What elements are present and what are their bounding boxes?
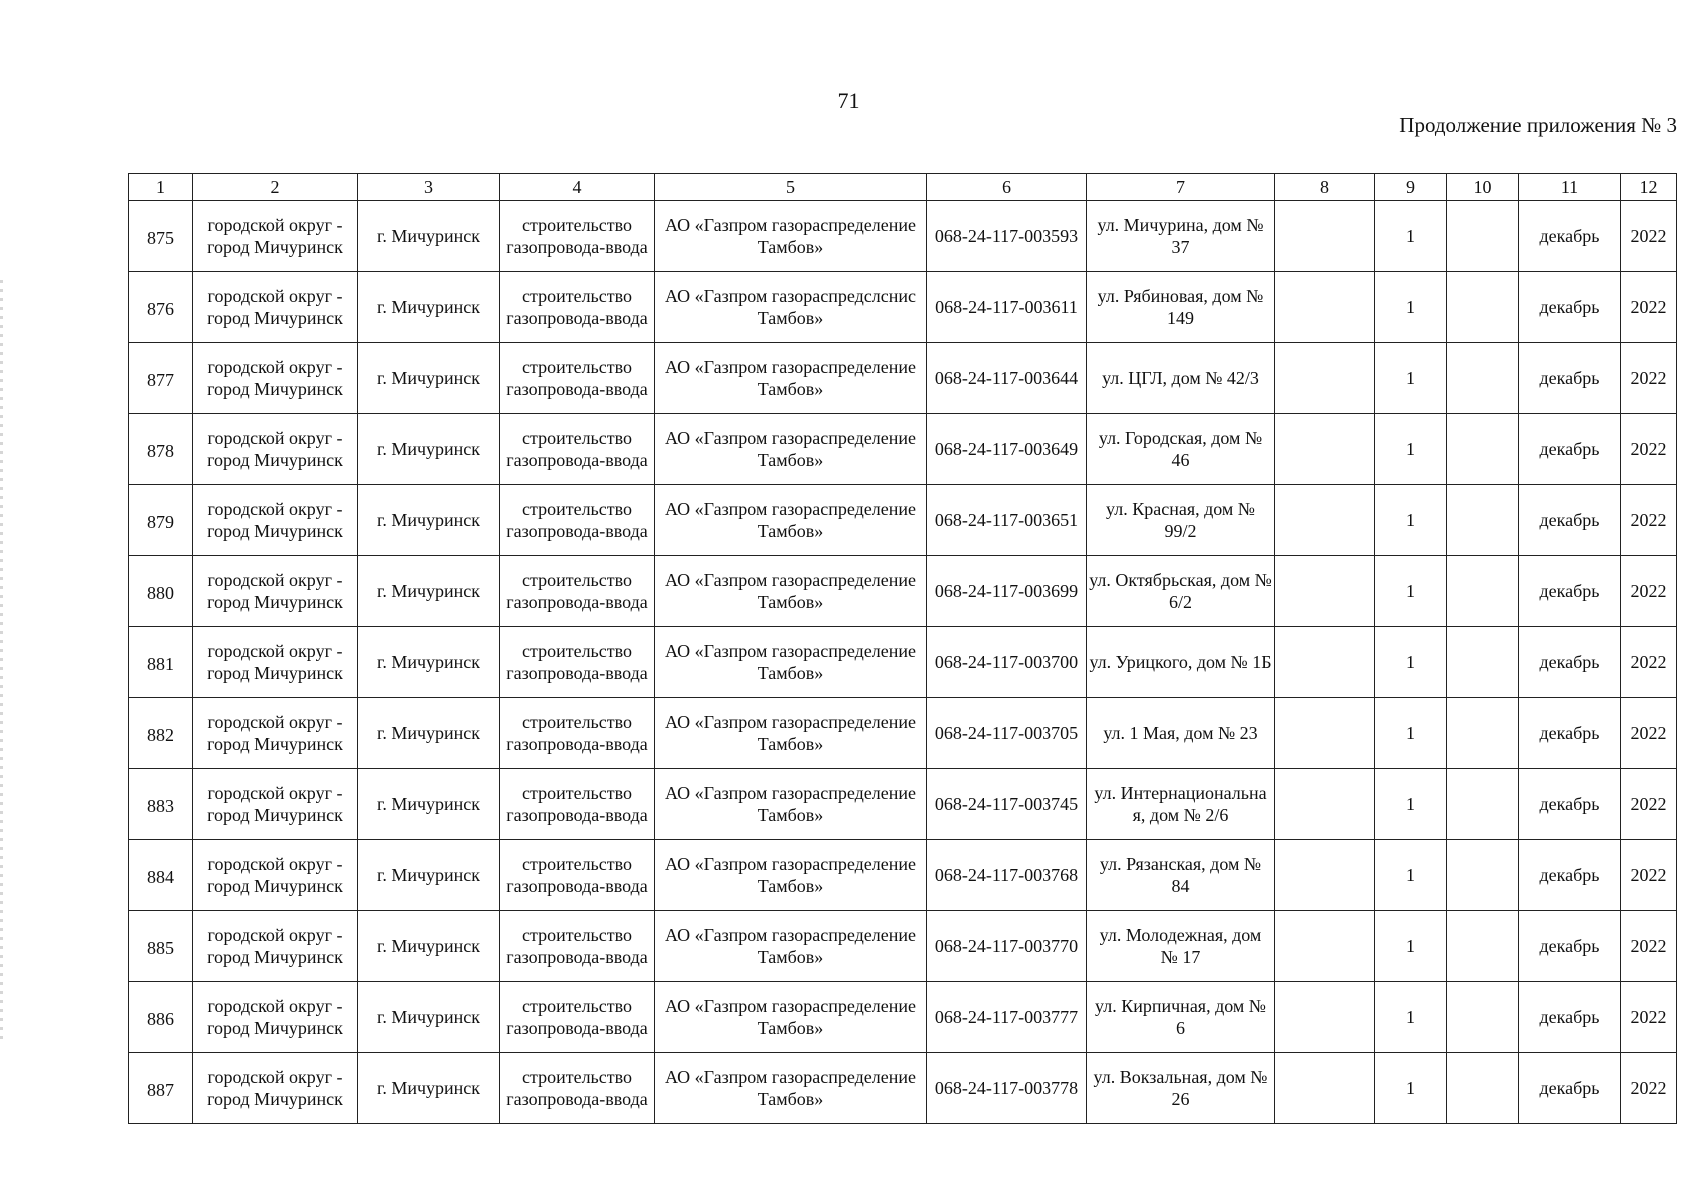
works-type-cell: строительство газопровода-ввода (500, 627, 655, 698)
organization-cell: АО «Газпром газораспределение Тамбов» (655, 627, 927, 698)
month-cell: декабрь (1519, 414, 1621, 485)
col10-cell (1447, 201, 1519, 272)
organization-cell: АО «Газпром газораспределение Тамбов» (655, 698, 927, 769)
month-cell: декабрь (1519, 769, 1621, 840)
col8-cell (1275, 840, 1375, 911)
col8-cell (1275, 272, 1375, 343)
month-cell: декабрь (1519, 272, 1621, 343)
row-number: 878 (147, 441, 174, 461)
object-code-cell: 068-24-117-003700 (927, 627, 1087, 698)
col10-cell (1447, 414, 1519, 485)
city-cell: г. Мичуринск (358, 982, 500, 1053)
col-header-11: 11 (1519, 174, 1621, 201)
address-cell: ул. Городская, дом № 46 (1087, 414, 1275, 485)
year-cell: 2022 (1621, 627, 1677, 698)
district-cell: городской округ - город Мичуринск (193, 982, 358, 1053)
table-row (129, 272, 1677, 343)
object-code-cell: 068-24-117-003649 (927, 414, 1087, 485)
district-cell: городской округ - город Мичуринск (193, 201, 358, 272)
works-type-cell: строительство газопровода-ввода (500, 840, 655, 911)
district-cell: городской округ - город Мичуринск (193, 769, 358, 840)
col8-cell (1275, 556, 1375, 627)
city-cell: г. Мичуринск (358, 414, 500, 485)
address-cell: ул. Рябиновая, дом № 149 (1087, 272, 1275, 343)
year-cell: 2022 (1621, 840, 1677, 911)
col10-cell (1447, 840, 1519, 911)
district-cell: городской округ - город Мичуринск (193, 485, 358, 556)
month-cell: декабрь (1519, 840, 1621, 911)
col10-cell (1447, 627, 1519, 698)
object-code-cell: 068-24-117-003770 (927, 911, 1087, 982)
address-cell: ул. Красная, дом № 99/2 (1087, 485, 1275, 556)
col-header-6: 6 (927, 174, 1087, 201)
city-cell: г. Мичуринск (358, 769, 500, 840)
year-cell: 2022 (1621, 982, 1677, 1053)
organization-cell: АО «Газпром газораспределение Тамбов» (655, 343, 927, 414)
row-number-cell (129, 485, 193, 556)
works-type-cell: строительство газопровода-ввода (500, 485, 655, 556)
works-type-cell: строительство газопровода-ввода (500, 911, 655, 982)
works-type-cell: строительство газопровода-ввода (500, 1053, 655, 1124)
organization-cell: АО «Газпром газораспределение Тамбов» (655, 485, 927, 556)
object-code-cell: 068-24-117-003611 (927, 272, 1087, 343)
row-number-cell (129, 698, 193, 769)
address-cell: ул. Интернациональна я, дом № 2/6 (1087, 769, 1275, 840)
quantity-cell: 1 (1375, 627, 1447, 698)
organization-cell: АО «Газпром газораспределение Тамбов» (655, 982, 927, 1053)
quantity-cell: 1 (1375, 769, 1447, 840)
district-cell: городской округ - город Мичуринск (193, 911, 358, 982)
table-row (129, 201, 1677, 272)
year-cell: 2022 (1621, 1053, 1677, 1124)
row-number: 884 (147, 867, 174, 887)
city-cell: г. Мичуринск (358, 343, 500, 414)
district-cell: городской округ - город Мичуринск (193, 556, 358, 627)
address-cell: ул. Молодежная, дом № 17 (1087, 911, 1275, 982)
row-number-cell (129, 272, 193, 343)
row-number: 882 (147, 725, 174, 745)
city-cell: г. Мичуринск (358, 840, 500, 911)
table-row (129, 556, 1677, 627)
month-cell: декабрь (1519, 982, 1621, 1053)
address-cell: ул. 1 Мая, дом № 23 (1087, 698, 1275, 769)
col-header-9: 9 (1375, 174, 1447, 201)
quantity-cell: 1 (1375, 698, 1447, 769)
col-header-4: 4 (500, 174, 655, 201)
works-type-cell: строительство газопровода-ввода (500, 982, 655, 1053)
organization-cell: АО «Газпром газораспределение Тамбов» (655, 769, 927, 840)
year-cell: 2022 (1621, 485, 1677, 556)
quantity-cell: 1 (1375, 272, 1447, 343)
quantity-cell: 1 (1375, 556, 1447, 627)
col10-cell (1447, 982, 1519, 1053)
month-cell: декабрь (1519, 911, 1621, 982)
works-type-cell: строительство газопровода-ввода (500, 414, 655, 485)
col-header-1: 1 (129, 174, 193, 201)
works-type-cell: строительство газопровода-ввода (500, 556, 655, 627)
scan-edge-mark (0, 280, 3, 1040)
object-code-cell: 068-24-117-003699 (927, 556, 1087, 627)
row-number-cell (129, 414, 193, 485)
district-cell: городской округ - город Мичуринск (193, 698, 358, 769)
city-cell: г. Мичуринск (358, 627, 500, 698)
row-number-cell (129, 769, 193, 840)
row-number: 880 (147, 583, 174, 603)
page-number: 71 (837, 88, 860, 113)
col8-cell (1275, 485, 1375, 556)
row-number: 885 (147, 938, 174, 958)
address-cell: ул. Мичурина, дом № 37 (1087, 201, 1275, 272)
col8-cell (1275, 414, 1375, 485)
address-cell: ул. Вокзальная, дом № 26 (1087, 1053, 1275, 1124)
year-cell: 2022 (1621, 272, 1677, 343)
col8-cell (1275, 982, 1375, 1053)
row-number: 887 (147, 1080, 174, 1100)
quantity-cell: 1 (1375, 982, 1447, 1053)
year-cell: 2022 (1621, 201, 1677, 272)
year-cell: 2022 (1621, 911, 1677, 982)
col-header-3: 3 (358, 174, 500, 201)
table-row (129, 343, 1677, 414)
row-number: 876 (147, 299, 174, 319)
table-row (129, 982, 1677, 1053)
col-header-10: 10 (1447, 174, 1519, 201)
row-number-cell (129, 627, 193, 698)
col10-cell (1447, 343, 1519, 414)
object-code-cell: 068-24-117-003705 (927, 698, 1087, 769)
address-cell: ул. ЦГЛ, дом № 42/3 (1087, 343, 1275, 414)
month-cell: декабрь (1519, 1053, 1621, 1124)
quantity-cell: 1 (1375, 840, 1447, 911)
table-row (129, 769, 1677, 840)
row-number-cell (129, 201, 193, 272)
city-cell: г. Мичуринск (358, 698, 500, 769)
col8-cell (1275, 698, 1375, 769)
object-code-cell: 068-24-117-003745 (927, 769, 1087, 840)
quantity-cell: 1 (1375, 1053, 1447, 1124)
month-cell: декабрь (1519, 485, 1621, 556)
district-cell: городской округ - город Мичуринск (193, 414, 358, 485)
object-code-cell: 068-24-117-003768 (927, 840, 1087, 911)
works-type-cell: строительство газопровода-ввода (500, 272, 655, 343)
district-cell: городской округ - город Мичуринск (193, 272, 358, 343)
col10-cell (1447, 911, 1519, 982)
col8-cell (1275, 1053, 1375, 1124)
table-row (129, 485, 1677, 556)
city-cell: г. Мичуринск (358, 201, 500, 272)
year-cell: 2022 (1621, 343, 1677, 414)
table-row (129, 911, 1677, 982)
year-cell: 2022 (1621, 698, 1677, 769)
quantity-cell: 1 (1375, 201, 1447, 272)
col10-cell (1447, 272, 1519, 343)
table-row (129, 627, 1677, 698)
object-code-cell: 068-24-117-003651 (927, 485, 1087, 556)
row-number-cell (129, 343, 193, 414)
month-cell: декабрь (1519, 627, 1621, 698)
district-cell: городской округ - город Мичуринск (193, 1053, 358, 1124)
row-number-cell (129, 1053, 193, 1124)
col10-cell (1447, 556, 1519, 627)
object-code-cell: 068-24-117-003777 (927, 982, 1087, 1053)
organization-cell: АО «Газпром газораспределение Тамбов» (655, 911, 927, 982)
organization-cell: АО «Газпром газораспределение Тамбов» (655, 1053, 927, 1124)
address-cell: ул. Кирпичная, дом № 6 (1087, 982, 1275, 1053)
works-type-cell: строительство газопровода-ввода (500, 769, 655, 840)
col10-cell (1447, 485, 1519, 556)
quantity-cell: 1 (1375, 485, 1447, 556)
address-cell: ул. Рязанская, дом № 84 (1087, 840, 1275, 911)
table-row (129, 1053, 1677, 1124)
organization-cell: АО «Газпром газораспределение Тамбов» (655, 201, 927, 272)
table-header (129, 174, 1677, 201)
month-cell: декабрь (1519, 201, 1621, 272)
row-number: 877 (147, 370, 174, 390)
col8-cell (1275, 911, 1375, 982)
row-number-cell (129, 556, 193, 627)
city-cell: г. Мичуринск (358, 1053, 500, 1124)
month-cell: декабрь (1519, 556, 1621, 627)
organization-cell: АО «Газпром газораспределение Тамбов» (655, 556, 927, 627)
city-cell: г. Мичуринск (358, 272, 500, 343)
organization-cell: АО «Газпром газораспределение Тамбов» (655, 840, 927, 911)
col-header-2: 2 (193, 174, 358, 201)
col-header-7: 7 (1087, 174, 1275, 201)
year-cell: 2022 (1621, 769, 1677, 840)
city-cell: г. Мичуринск (358, 911, 500, 982)
row-number: 875 (147, 228, 174, 248)
object-code-cell: 068-24-117-003593 (927, 201, 1087, 272)
object-code-cell: 068-24-117-003778 (927, 1053, 1087, 1124)
district-cell: городской округ - город Мичуринск (193, 343, 358, 414)
quantity-cell: 1 (1375, 414, 1447, 485)
col8-cell (1275, 201, 1375, 272)
col8-cell (1275, 627, 1375, 698)
row-number: 879 (147, 512, 174, 532)
organization-cell: АО «Газпром газораспределение Тамбов» (655, 414, 927, 485)
table-row (129, 414, 1677, 485)
col10-cell (1447, 769, 1519, 840)
quantity-cell: 1 (1375, 911, 1447, 982)
col8-cell (1275, 769, 1375, 840)
table-row (129, 698, 1677, 769)
col8-cell (1275, 343, 1375, 414)
year-cell: 2022 (1621, 414, 1677, 485)
table-row (129, 840, 1677, 911)
address-cell: ул. Октябрьская, дом № 6/2 (1087, 556, 1275, 627)
row-number: 883 (147, 796, 174, 816)
row-number-cell (129, 982, 193, 1053)
appendix-table (128, 173, 1677, 1124)
works-type-cell: строительство газопровода-ввода (500, 201, 655, 272)
district-cell: городской округ - город Мичуринск (193, 627, 358, 698)
appendix-continuation-note: Продолжение приложения № 3 (1399, 113, 1677, 137)
year-cell: 2022 (1621, 556, 1677, 627)
header-row (129, 174, 1677, 201)
organization-cell: АО «Газпром газораспредслснис Тамбов» (655, 272, 927, 343)
works-type-cell: строительство газопровода-ввода (500, 698, 655, 769)
month-cell: декабрь (1519, 698, 1621, 769)
row-number-cell (129, 911, 193, 982)
month-cell: декабрь (1519, 343, 1621, 414)
col-header-5: 5 (655, 174, 927, 201)
col-header-8: 8 (1275, 174, 1375, 201)
city-cell: г. Мичуринск (358, 485, 500, 556)
row-number: 881 (147, 654, 174, 674)
address-cell: ул. Урицкого, дом № 1Б (1087, 627, 1275, 698)
object-code-cell: 068-24-117-003644 (927, 343, 1087, 414)
col-header-12: 12 (1621, 174, 1677, 201)
col10-cell (1447, 1053, 1519, 1124)
table-body (129, 201, 1677, 1124)
row-number-cell (129, 840, 193, 911)
district-cell: городской округ - город Мичуринск (193, 840, 358, 911)
quantity-cell: 1 (1375, 343, 1447, 414)
col10-cell (1447, 698, 1519, 769)
row-number: 886 (147, 1009, 174, 1029)
works-type-cell: строительство газопровода-ввода (500, 343, 655, 414)
city-cell: г. Мичуринск (358, 556, 500, 627)
